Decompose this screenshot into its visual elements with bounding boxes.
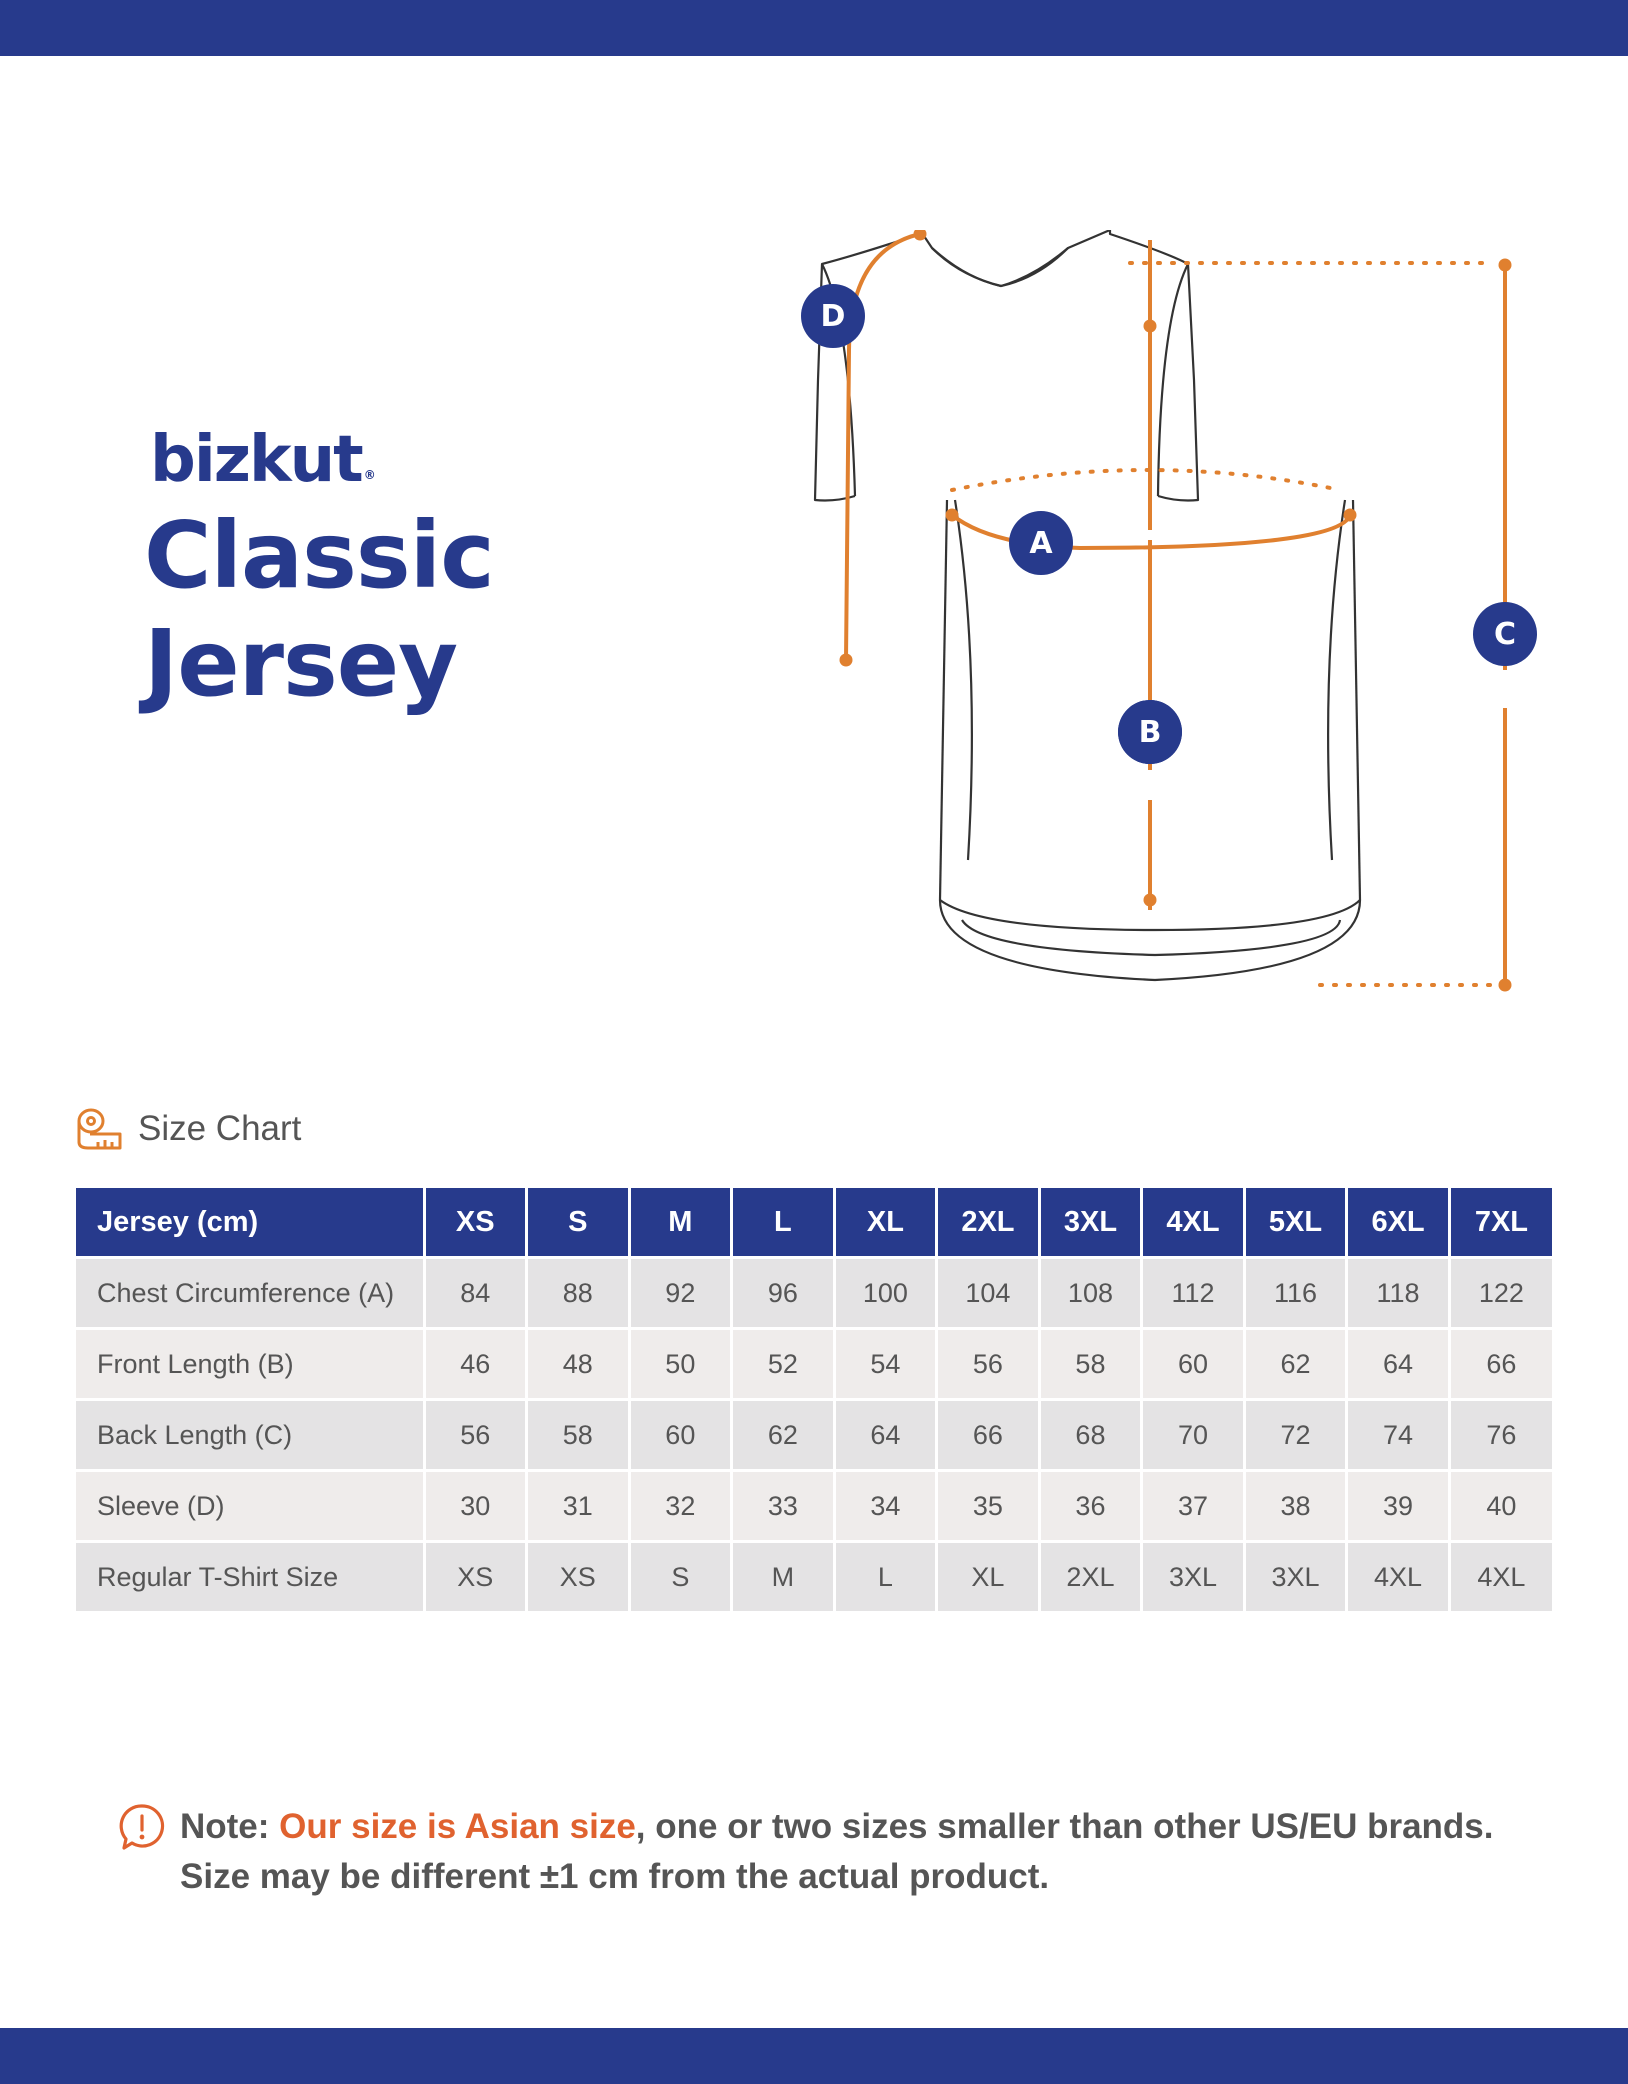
row-label: Regular T-Shirt Size [76,1542,424,1612]
row-label: Sleeve (D) [76,1471,424,1542]
size-chart-title: Size Chart [138,1109,302,1148]
table-cell: 56 [424,1400,527,1471]
table-cell: 104 [937,1258,1040,1329]
row-label: Front Length (B) [76,1329,424,1400]
label-b: B [1138,715,1162,750]
table-row [76,1329,1552,1400]
measuring-tape-icon [76,1106,124,1152]
column-header: Jersey (cm) [76,1188,424,1258]
table-cell: 36 [1039,1471,1142,1542]
row-label: Chest Circumference (A) [76,1258,424,1329]
jersey-outline [815,230,1360,980]
label-d: D [820,299,846,334]
table-cell: 60 [629,1400,732,1471]
table-cell: 108 [1039,1258,1142,1329]
sizing-note-text [180,1802,1494,1902]
table-cell: XS [424,1542,527,1612]
table-cell: 66 [937,1400,1040,1471]
table-cell: 100 [834,1258,937,1329]
size-chart-heading [76,1106,301,1152]
column-header: 2XL [937,1188,1040,1258]
table-cell: 84 [424,1258,527,1329]
table-cell: 118 [1347,1258,1450,1329]
table-cell: 52 [732,1329,835,1400]
table-cell: 32 [629,1471,732,1542]
table-cell: 3XL [1142,1542,1245,1612]
table-cell: 116 [1244,1258,1347,1329]
table-cell: XL [937,1542,1040,1612]
table-cell: 4XL [1347,1542,1450,1612]
column-header: S [527,1188,630,1258]
brand-logo-text: bizkut [150,423,362,497]
table-cell: L [834,1542,937,1612]
table-cell: 62 [732,1400,835,1471]
product-title [144,502,494,718]
table-cell: 58 [527,1400,630,1471]
column-header: M [629,1188,732,1258]
table-cell: 2XL [1039,1542,1142,1612]
table-cell: 64 [1347,1329,1450,1400]
table-cell: 30 [424,1471,527,1542]
table-cell: 40 [1449,1471,1552,1542]
table-cell: 96 [732,1258,835,1329]
table-cell: 34 [834,1471,937,1542]
note-highlight: Our size is Asian size [279,1807,636,1846]
column-header: 4XL [1142,1188,1245,1258]
sizing-note [118,1802,1568,1902]
column-header: 5XL [1244,1188,1347,1258]
size-chart-table [76,1188,1552,1611]
table-cell: 37 [1142,1471,1245,1542]
table-cell: 58 [1039,1329,1142,1400]
table-cell: 56 [937,1329,1040,1400]
table-cell: 68 [1039,1400,1142,1471]
bottom-band [0,2028,1628,2084]
sizing-note-line2: Size may be different ±1 cm from the actual product. [180,1857,1050,1896]
table-cell: 50 [629,1329,732,1400]
table-row [76,1471,1552,1542]
note-prefix: Note: [180,1807,280,1846]
column-header: 3XL [1039,1188,1142,1258]
alert-icon [118,1802,166,1854]
table-cell: 62 [1244,1329,1347,1400]
measurement-badges [801,284,1537,800]
table-cell: 48 [527,1329,630,1400]
row-label: Back Length (C) [76,1400,424,1471]
table-cell: 4XL [1449,1542,1552,1612]
brand-logo [150,423,376,497]
top-band [0,0,1628,56]
product-title-line2: Jersey [144,610,458,717]
registered-mark: ® [363,468,376,482]
table-cell: 122 [1449,1258,1552,1329]
table-cell: XS [527,1542,630,1612]
table-cell: 92 [629,1258,732,1329]
column-header: L [732,1188,835,1258]
table-cell: 33 [732,1471,835,1542]
table-row [76,1400,1552,1471]
column-header: XS [424,1188,527,1258]
table-cell: 60 [1142,1329,1245,1400]
table-cell: 112 [1142,1258,1245,1329]
table-cell: 39 [1347,1471,1450,1542]
table-row [76,1258,1552,1329]
column-header: XL [834,1188,937,1258]
table-cell: 54 [834,1329,937,1400]
table-cell: 38 [1244,1471,1347,1542]
table-cell: S [629,1542,732,1612]
table-row [76,1542,1552,1612]
product-title-line1: Classic [144,502,494,609]
table-cell: 3XL [1244,1542,1347,1612]
table-cell: 76 [1449,1400,1552,1471]
dotted-guides [952,263,1490,985]
table-cell: 46 [424,1329,527,1400]
column-header: 7XL [1449,1188,1552,1258]
table-cell: 64 [834,1400,937,1471]
table-cell: 74 [1347,1400,1450,1471]
table-cell: 31 [527,1471,630,1542]
size-chart-header-row [76,1188,1552,1258]
sizing-note-line1 [180,1802,1494,1852]
table-cell: 66 [1449,1329,1552,1400]
table-cell: 72 [1244,1400,1347,1471]
table-cell: 35 [937,1471,1040,1542]
table-cell: 70 [1142,1400,1245,1471]
table-cell: 88 [527,1258,630,1329]
jersey-measurement-diagram [780,230,1540,1000]
label-a: A [1029,526,1053,561]
note-rest: , one or two sizes smaller than other US/EU brands. [635,1807,1494,1846]
label-c: C [1493,617,1517,652]
table-cell: M [732,1542,835,1612]
column-header: 6XL [1347,1188,1450,1258]
